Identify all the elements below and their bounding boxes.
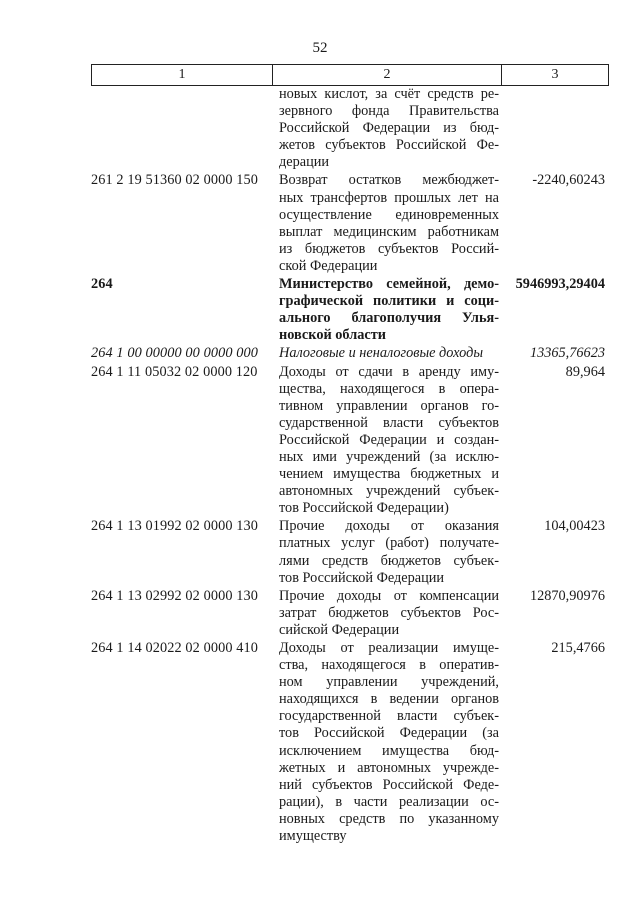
row-amount: -2240,60243 <box>532 172 605 189</box>
row-code: 264 1 13 02992 02 0000 130 <box>91 587 259 604</box>
row-name: Доходы от сдачи в аренду иму- щества, находящегося в опера- тивном управлении органов го- сударственной власти субъектов Российской Федерации и создан- ных ими учреждений (за исклю- чением имущества бюджетных и автономных учреждений субъек- тов Российской Федерации) <box>279 363 499 517</box>
table-row-ministry <box>91 276 611 344</box>
table-row <box>91 364 611 518</box>
row-amount: 12870,90976 <box>529 587 605 604</box>
page-number: 52 <box>312 40 328 56</box>
row-amount: 13365,76623 <box>529 345 605 362</box>
row-name: Возврат остатков межбюджет- ных трансфертов прошлых лет на осуществление единовременных выплат медицинским работникам из бюджетов субъектов Россий- ской Федерации <box>279 172 499 274</box>
row-amount: 5946993,29404 <box>515 276 605 293</box>
table-row <box>91 640 611 845</box>
table-row <box>91 172 611 275</box>
row-name: Министерство семейной, демо- графической политики и соци- ального благополучия Улья- новской области <box>279 276 499 344</box>
row-code: 264 1 13 01992 02 0000 130 <box>91 518 259 535</box>
table-row <box>91 588 611 639</box>
revenue-table-body <box>91 86 611 846</box>
column-header-code: 1 <box>92 65 273 86</box>
row-name: Прочие доходы от оказания платных услуг (работ) получате- лями средств бюджетов субъек- тов Российской Федерации <box>279 518 499 586</box>
column-header-amount: 3 <box>502 65 609 86</box>
row-amount: 104,00423 <box>544 518 605 535</box>
row-code: 264 1 14 02022 02 0000 410 <box>91 640 259 656</box>
table-row-subtotal <box>91 345 611 362</box>
row-amount: 215,4766 <box>551 640 605 656</box>
row-code: 264 1 00 00000 00 0000 000 <box>91 345 259 362</box>
row-name: Доходы от реализации имуще- ства, находящегося в оператив- ном управлении учреждений, находящихся в ведении органов государственной власти субъек- тов Российской Федерации (за исключением имущества бюд- жетных и автономных учрежде- ний субъектов Российской Феде- рации), в части реализации ос- новных средств по указанному имуществу <box>279 640 499 845</box>
row-name: Налоговые и неналоговые доходы <box>279 345 484 362</box>
row-code: 261 2 19 51360 02 0000 150 <box>91 172 259 189</box>
column-header-name: 2 <box>273 65 502 86</box>
row-amount: 89,964 <box>565 363 605 380</box>
row-code: 264 1 11 05032 02 0000 120 <box>91 363 258 380</box>
table-row <box>91 518 611 586</box>
row-code: 264 <box>91 276 113 293</box>
row-code <box>91 86 279 171</box>
row-name: Прочие доходы от компенсации затрат бюджетов субъектов Рос- сийской Федерации <box>279 587 499 638</box>
row-amount <box>499 86 611 171</box>
column-header-table <box>91 64 609 86</box>
row-name: новых кислот, за счёт средств ре- зервного фонда Правительства Российской Федерации из бюд- жетов субъектов Российской Фе- дерации <box>279 86 499 171</box>
table-row <box>91 86 611 171</box>
